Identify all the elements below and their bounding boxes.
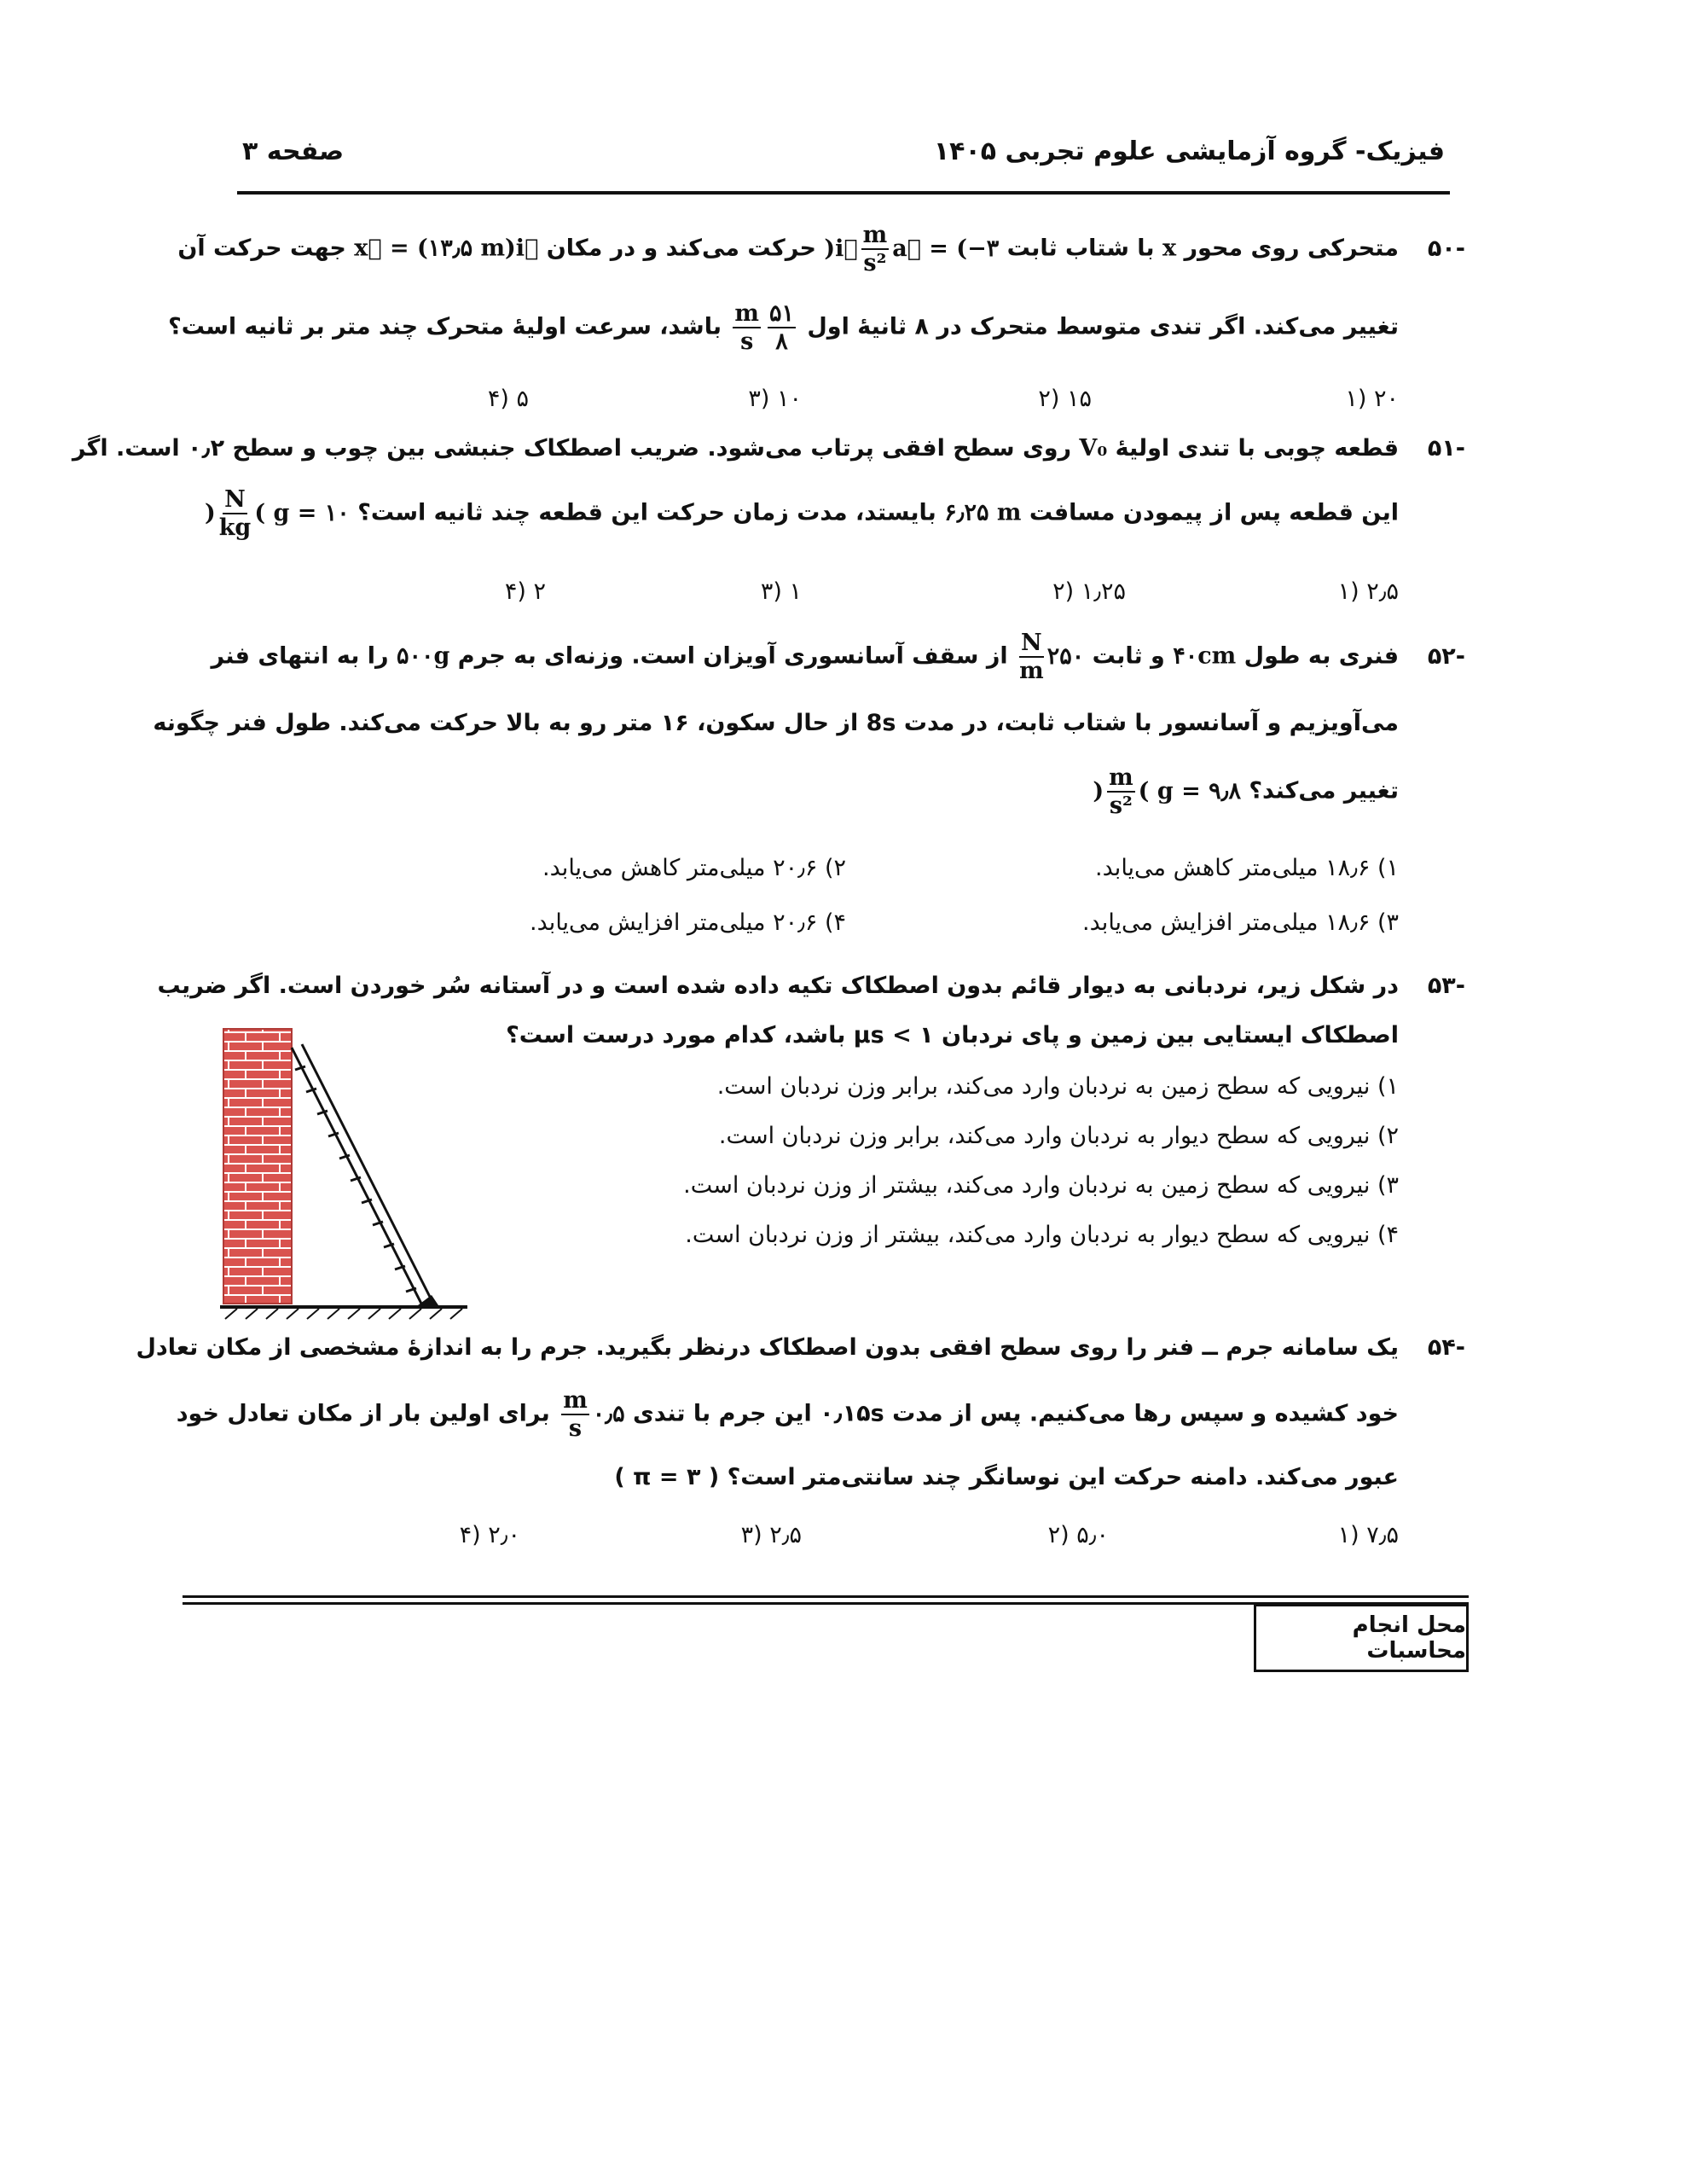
option-3[interactable]: ۳) نیرویی که سطح زمین به نردبان وارد می‌کند، بیشتر از وزن نردبان است. bbox=[683, 1172, 1399, 1199]
ladder bbox=[292, 1044, 432, 1304]
question-line: تغییر می‌کند؟ ) $\frac{m}{\text{s²}}$ ( g = ۹٫۸ bbox=[1093, 764, 1399, 819]
options-row bbox=[220, 386, 1399, 420]
release-speed: $\frac{m}{s}$ ۰٫۵ bbox=[563, 1387, 625, 1442]
question-54 bbox=[136, 1334, 1465, 1565]
option-2[interactable]: ۱۵ (۲ bbox=[1038, 386, 1092, 412]
options-row bbox=[220, 855, 1399, 889]
question-line: متحرکی روی محور x با شتاب ثابت )i⃗ $\frac{m}{\text{s²}}$ a⃗ = (−۳ حرکت می‌کند و در مکان x⃗ = (۱۳٫۵ m)i⃗ جهت حرکت آن bbox=[177, 222, 1399, 276]
option-2[interactable]: ۵٫۰ (۲ bbox=[1047, 1522, 1109, 1548]
ladder-wall-figure bbox=[220, 1024, 476, 1322]
option-4[interactable]: ۴) نیرویی که سطح دیوار به نردبان وارد می‌کند، بیشتر از وزن نردبان است. bbox=[685, 1222, 1399, 1248]
calculation-area-label: محل انجام محاسبات bbox=[1254, 1604, 1469, 1672]
option-4[interactable]: ۲٫۰ (۴ bbox=[459, 1522, 520, 1548]
option-2[interactable]: ۱٫۲۵ (۲ bbox=[1052, 578, 1126, 605]
question-line: در شکل زیر، نردبانی به دیوار قائم بدون اصطکاک تکیه داده شده است و در آستانه سُر خوردن است. اگر ضریب bbox=[157, 973, 1399, 999]
position-vector: x⃗ = (۱۳٫۵ m)i⃗ bbox=[354, 235, 539, 262]
question-line: فنری به طول ۴۰cm و ثابت $\frac{N}{m}$ ۲۵۰ از سقف آسانسوری آویزان است. وزنه‌ای به جرم ۵۰۰g را به انتهای فنر bbox=[211, 630, 1399, 684]
ground-hatching bbox=[225, 1309, 462, 1319]
question-number: -۵۱ bbox=[1427, 435, 1465, 462]
option-2[interactable]: ۲) ۲۰٫۶ میلی‌متر کاهش می‌یابد. bbox=[542, 855, 846, 881]
header-rule bbox=[237, 191, 1450, 195]
gravity-value: ) $\frac{N}{kg}$ ( g = ۱۰ bbox=[204, 486, 350, 541]
question-line: اصطکاک ایستایی بین زمین و پای نردبان μs < ۱ باشد، کدام مورد درست است؟ bbox=[506, 1022, 1399, 1048]
option-1[interactable]: ۷٫۵ (۱ bbox=[1337, 1522, 1399, 1548]
option-3[interactable]: ۳) ۱۸٫۶ میلی‌متر افزایش می‌یابد. bbox=[1082, 909, 1399, 936]
footer-rule bbox=[183, 1595, 1469, 1598]
option-1[interactable]: ۲۰ (۱ bbox=[1345, 386, 1399, 412]
option-3[interactable]: ۲٫۵ (۳ bbox=[740, 1522, 802, 1548]
question-number: -۵۲ bbox=[1427, 643, 1465, 670]
options-row bbox=[220, 578, 1399, 613]
option-4[interactable]: ۴) ۲۰٫۶ میلی‌متر افزایش می‌یابد. bbox=[530, 909, 846, 936]
acceleration-vector: )i⃗ $\frac{m}{\text{s²}}$ a⃗ = (−۳ bbox=[824, 222, 1000, 276]
question-line: قطعه چوبی با تندی اولیهٔ V₀ روی سطح افقی پرتاب می‌شود. ضریب اصطکاک جنبشی بین چوب و سطح ۰٫۲ است. اگر bbox=[72, 435, 1399, 462]
options-row bbox=[220, 909, 1399, 944]
question-50 bbox=[168, 222, 1465, 412]
question-line: عبور می‌کند. دامنه حرکت این نوسانگر چند سانتی‌متر است؟ ( π = ۳ ) bbox=[614, 1464, 1399, 1490]
question-line: یک سامانه جرم ــ فنر را روی سطح افقی بدون اصطکاک درنظر بگیرید. جرم را به اندازهٔ مشخصی از مکان تعادل bbox=[136, 1334, 1399, 1361]
option-1[interactable]: ۲٫۵ (۱ bbox=[1337, 578, 1399, 605]
question-line: این قطعه پس از پیمودن مسافت ۶٫۲۵ m بایستد، مدت زمان حرکت این قطعه چند ثانیه است؟ ) $\frac{N}{kg}$ ( g = ۱۰ bbox=[204, 486, 1399, 541]
header-title: فیزیک- گروه آزمایشی علوم تجربی ۱۴۰۵ bbox=[933, 136, 1445, 166]
options-row bbox=[220, 1522, 1399, 1556]
question-line: تغییر می‌کند. اگر تندی متوسط متحرک در ۸ ثانیهٔ اول $\frac{۵۱}{۸}$ $\frac{m}{s}$ باشد، سرعت اولیهٔ متحرک چند متر بر ثانیه است؟ bbox=[168, 300, 1399, 355]
question-51 bbox=[72, 435, 1465, 606]
option-3[interactable]: ۱ (۳ bbox=[760, 578, 802, 605]
option-2[interactable]: ۲) نیرویی که سطح دیوار به نردبان وارد می‌کند، برابر وزن نردبان است. bbox=[718, 1123, 1399, 1149]
question-52 bbox=[153, 630, 1465, 947]
gravity-value: ) $\frac{m}{\text{s²}}$ ( g = ۹٫۸ bbox=[1093, 764, 1241, 819]
option-3[interactable]: ۱۰ (۳ bbox=[748, 386, 802, 412]
option-4[interactable]: ۵ (۴ bbox=[487, 386, 529, 412]
brick-wall bbox=[223, 1029, 292, 1304]
option-1[interactable]: ۱) ۱۸٫۶ میلی‌متر کاهش می‌یابد. bbox=[1095, 855, 1399, 881]
question-number: -۵۰ bbox=[1427, 235, 1465, 262]
question-line: می‌آویزیم و آسانسور با شتاب ثابت، در مدت 8s از حال سکون، ۱۶ متر رو به بالا حرکت می‌کند. طول فنر چگونه bbox=[153, 710, 1399, 736]
option-4[interactable]: ۲ (۴ bbox=[504, 578, 546, 605]
question-number: -۵۳ bbox=[1427, 973, 1465, 999]
option-1[interactable]: ۱) نیرویی که سطح زمین به نردبان وارد می‌کند، برابر وزن نردبان است. bbox=[716, 1073, 1399, 1100]
average-speed: $\frac{۵۱}{۸}$ bbox=[768, 300, 794, 355]
question-number: -۵۴ bbox=[1427, 1334, 1465, 1361]
question-line: خود کشیده و سپس رها می‌کنیم. پس از مدت ۰٫۱۵s این جرم با تندی $\frac{m}{s}$ ۰٫۵ برای اولین بار از مکان تعادل خود bbox=[176, 1387, 1399, 1442]
page-number: صفحه ۳ bbox=[242, 136, 345, 166]
spring-constant: $\frac{N}{m}$ ۲۵۰ bbox=[1019, 630, 1085, 684]
